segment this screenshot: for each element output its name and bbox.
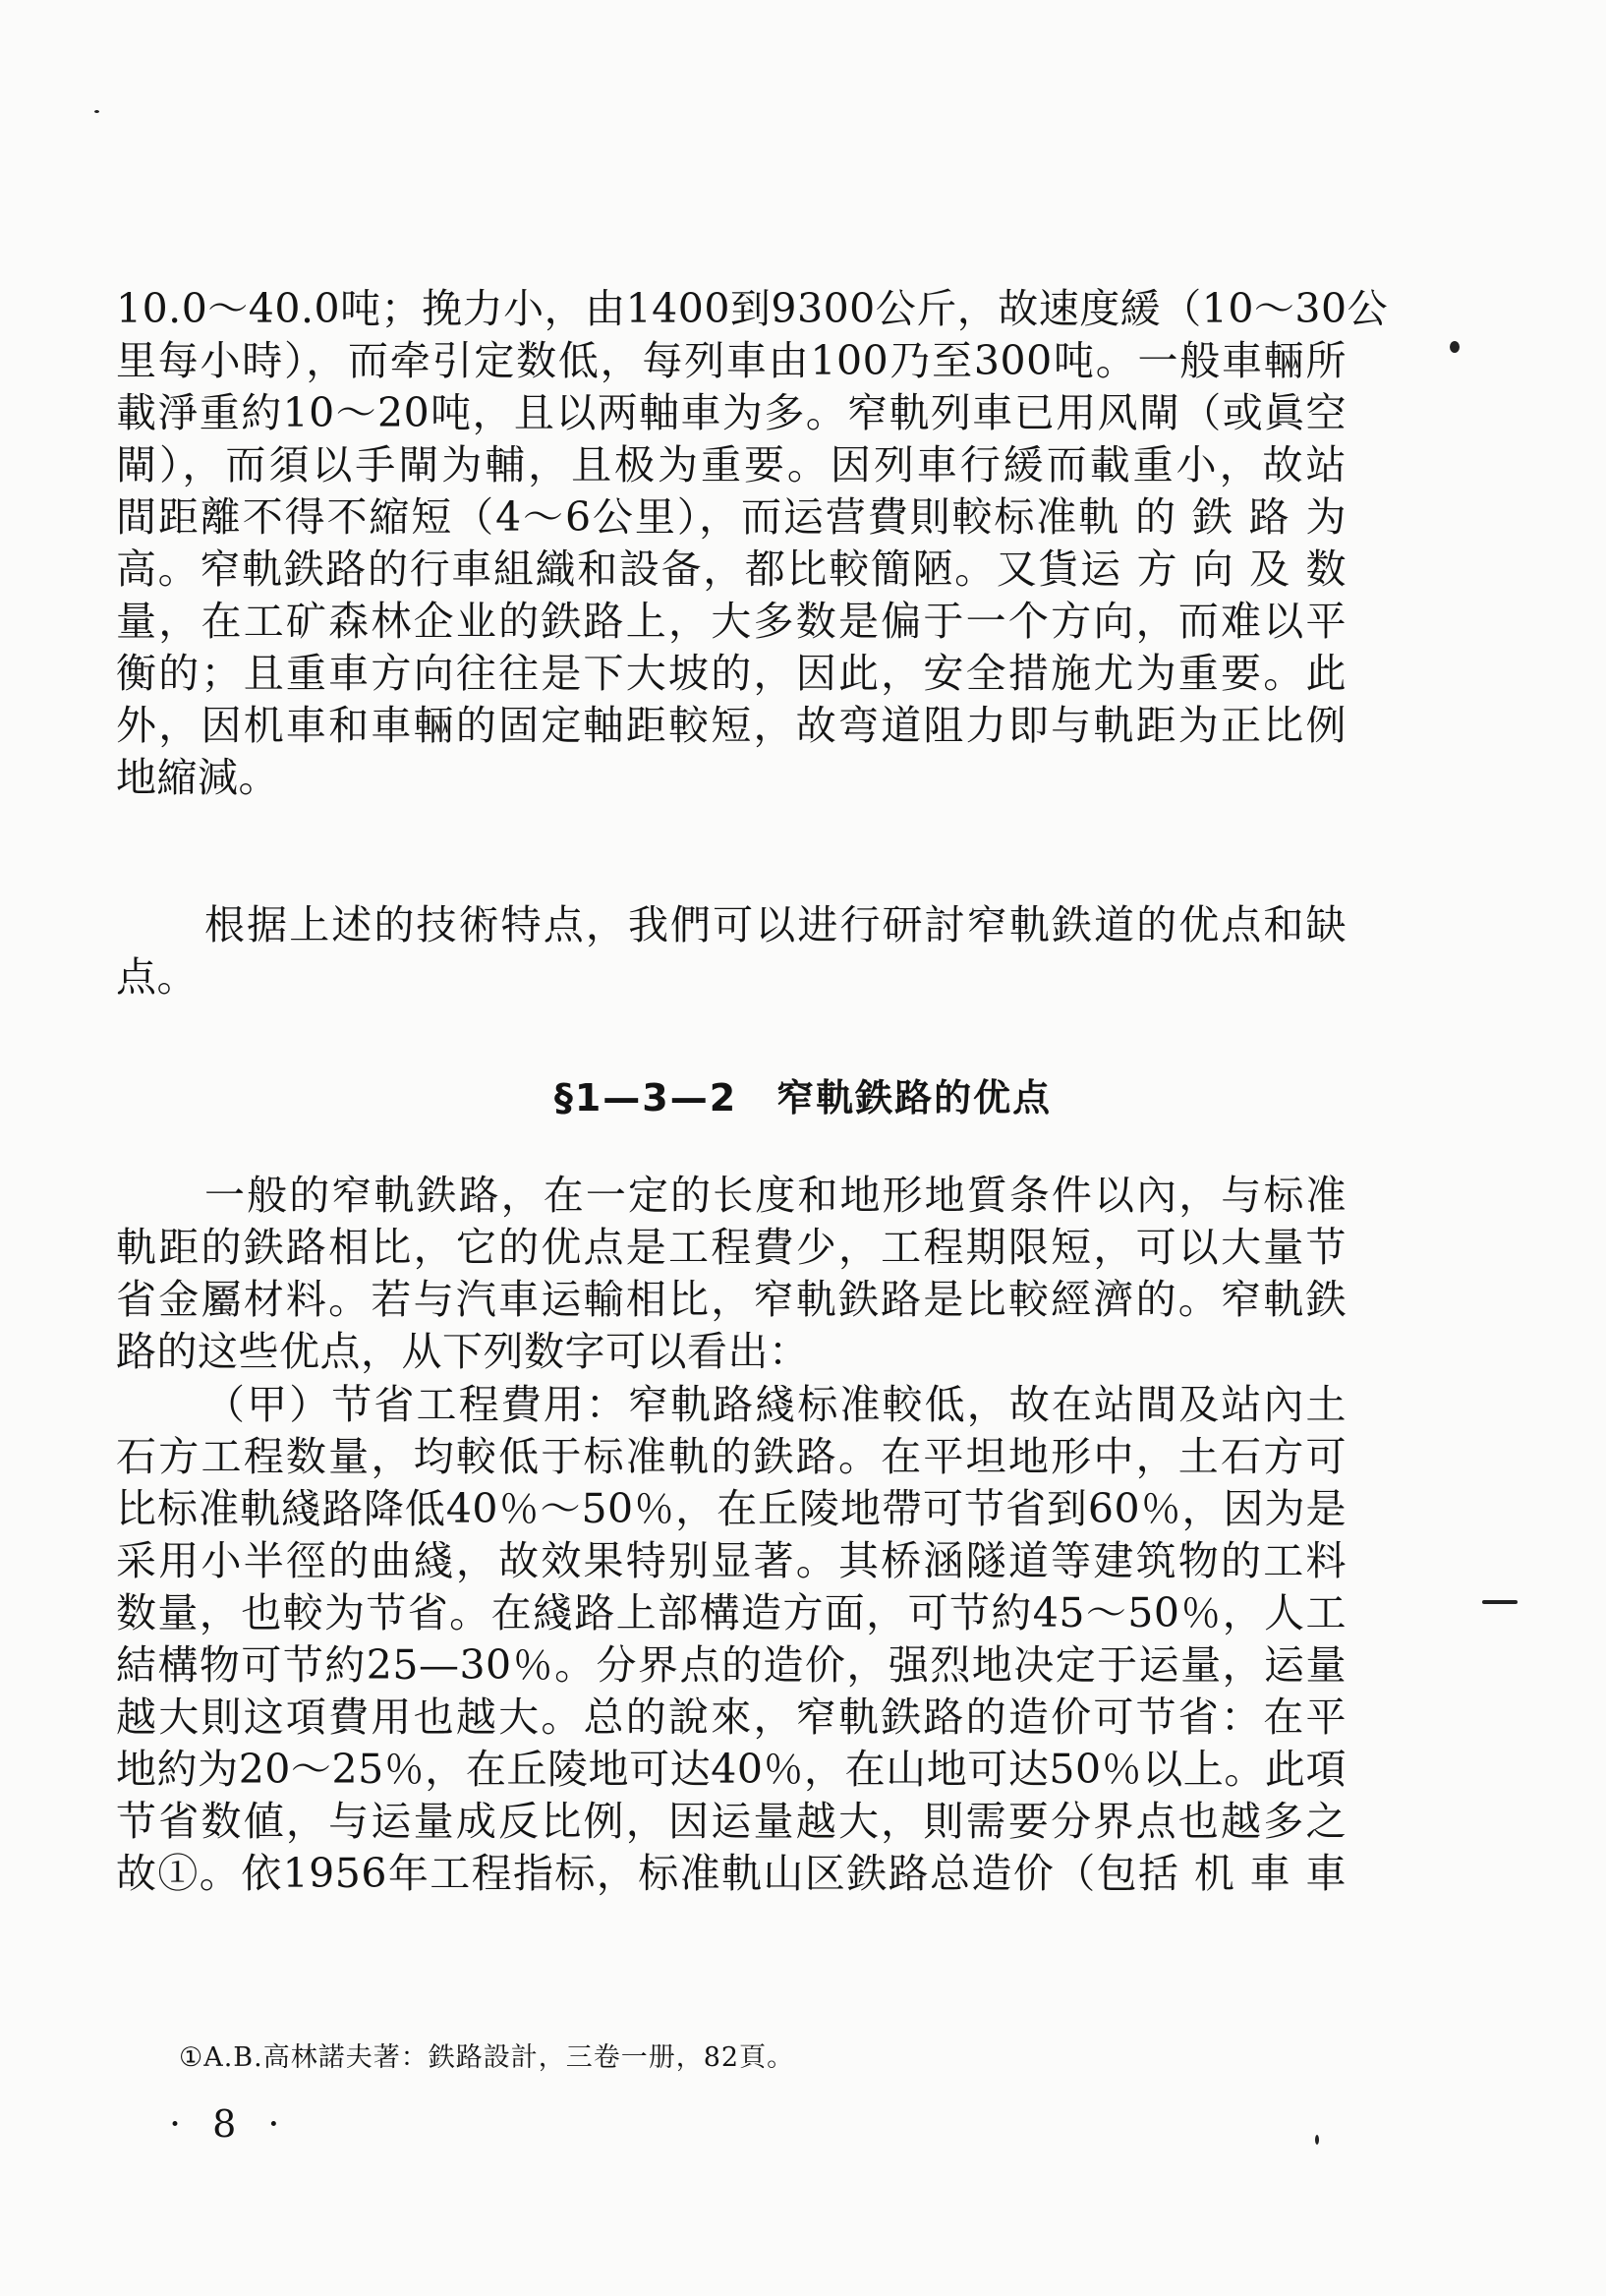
scan-speck [1315, 2135, 1319, 2145]
footnote: ①A.B.高林諾夫著：鉄路設計，三卷一册，82頁。 [179, 2042, 795, 2073]
text-line: 节省数値，与运量成反比例，因运量越大，則需要分界点也越多之 [116, 1798, 1347, 1845]
paragraph-1 [116, 283, 1389, 804]
text-line: 采用小半徑的曲綫，故效果特别显著。其桥涵隧道等建筑物的工料 [116, 1537, 1347, 1584]
text-line: 地約为20～25％，在丘陵地可达40％，在山地可达50％以上。此項 [116, 1746, 1347, 1793]
paragraph-4 [116, 1379, 1347, 1900]
scan-speck [94, 110, 99, 113]
text-line: 高。窄軌鉄路的行車組織和設备，都比較簡陋。又貨运 方 向 及 数 [116, 545, 1347, 593]
section-heading: §1—3—2 窄軌鉄路的优点 [553, 1076, 1053, 1119]
text-line: 比标准軌綫路降低40％～50％，在丘陵地帶可节省到60％，因为是 [116, 1485, 1347, 1532]
text-line: 衡的；且重車方向往往是下大坡的，因此，安全措施尤为重要。此 [116, 650, 1347, 697]
text-line: 軌距的鉄路相比，它的优点是工程費少，工程期限短，可以大量节 [116, 1224, 1347, 1271]
text-line: （甲）节省工程費用：窄軌路綫标准較低，故在站間及站內土 [204, 1381, 1347, 1428]
text-line: 路的这些优点，从下列数字可以看出： [116, 1328, 810, 1375]
scan-speck [1450, 341, 1460, 353]
text-line: 石方工程数量，均較低于标准軌的鉄路。在平坦地形中，土石方可 [116, 1433, 1347, 1480]
paragraph-3 [116, 1170, 1347, 1378]
text-line: 地縮減。 [116, 754, 279, 801]
text-line: 外，因机車和車輛的固定軸距較短，故弯道阻力即与軌距为正比例 [116, 702, 1347, 749]
text-line: 根据上述的技術特点，我們可以进行研討窄軌鉄道的优点和缺 [204, 901, 1347, 948]
text-line: 結構物可节約25—30％。分界点的造价，强烈地决定于运量，运量 [116, 1641, 1347, 1689]
text-line: 里每小時），而牵引定数低，每列車由100乃至300吨。一般車輛所 [116, 337, 1347, 384]
text-line: 一般的窄軌鉄路，在一定的长度和地形地質条件以內，与标准 [204, 1172, 1347, 1219]
text-line: 量，在工矿森林企业的鉄路上，大多数是偏于一个方向，而难以平 [116, 598, 1347, 645]
text-line: 点。 [116, 953, 198, 1001]
paragraph-2 [116, 899, 1347, 1004]
text-line: 省金屬材料。若与汽車运輸相比，窄軌鉄路是比較經濟的。窄軌鉄 [116, 1276, 1347, 1323]
page-number: · 8 · [169, 2102, 290, 2146]
text-line: 間距離不得不縮短（4～6公里），而运营費則較标准軌 的 鉄 路 为 [116, 493, 1347, 541]
text-line: 載淨重約10～20吨，且以两軸車为多。窄軌列車已用风閘（或眞空 [116, 389, 1347, 436]
text-line: 数量，也較为节省。在綫路上部構造方面，可节約45～50％，人工 [116, 1589, 1347, 1636]
text-line: 閘），而須以手閘为輔，且极为重要。因列車行緩而載重小，故站 [116, 441, 1347, 488]
scan-speck [1482, 1600, 1518, 1604]
text-line: 越大則这項費用也越大。总的說來，窄軌鉄路的造价可节省：在平 [116, 1693, 1347, 1741]
text-line: 10.0～40.0吨；挽力小，由1400到9300公斤，故速度緩（10～30公 [116, 285, 1389, 332]
text-line: 故①。依1956年工程指标，标准軌山区鉄路总造价（包括 机 車 車 [116, 1850, 1347, 1897]
